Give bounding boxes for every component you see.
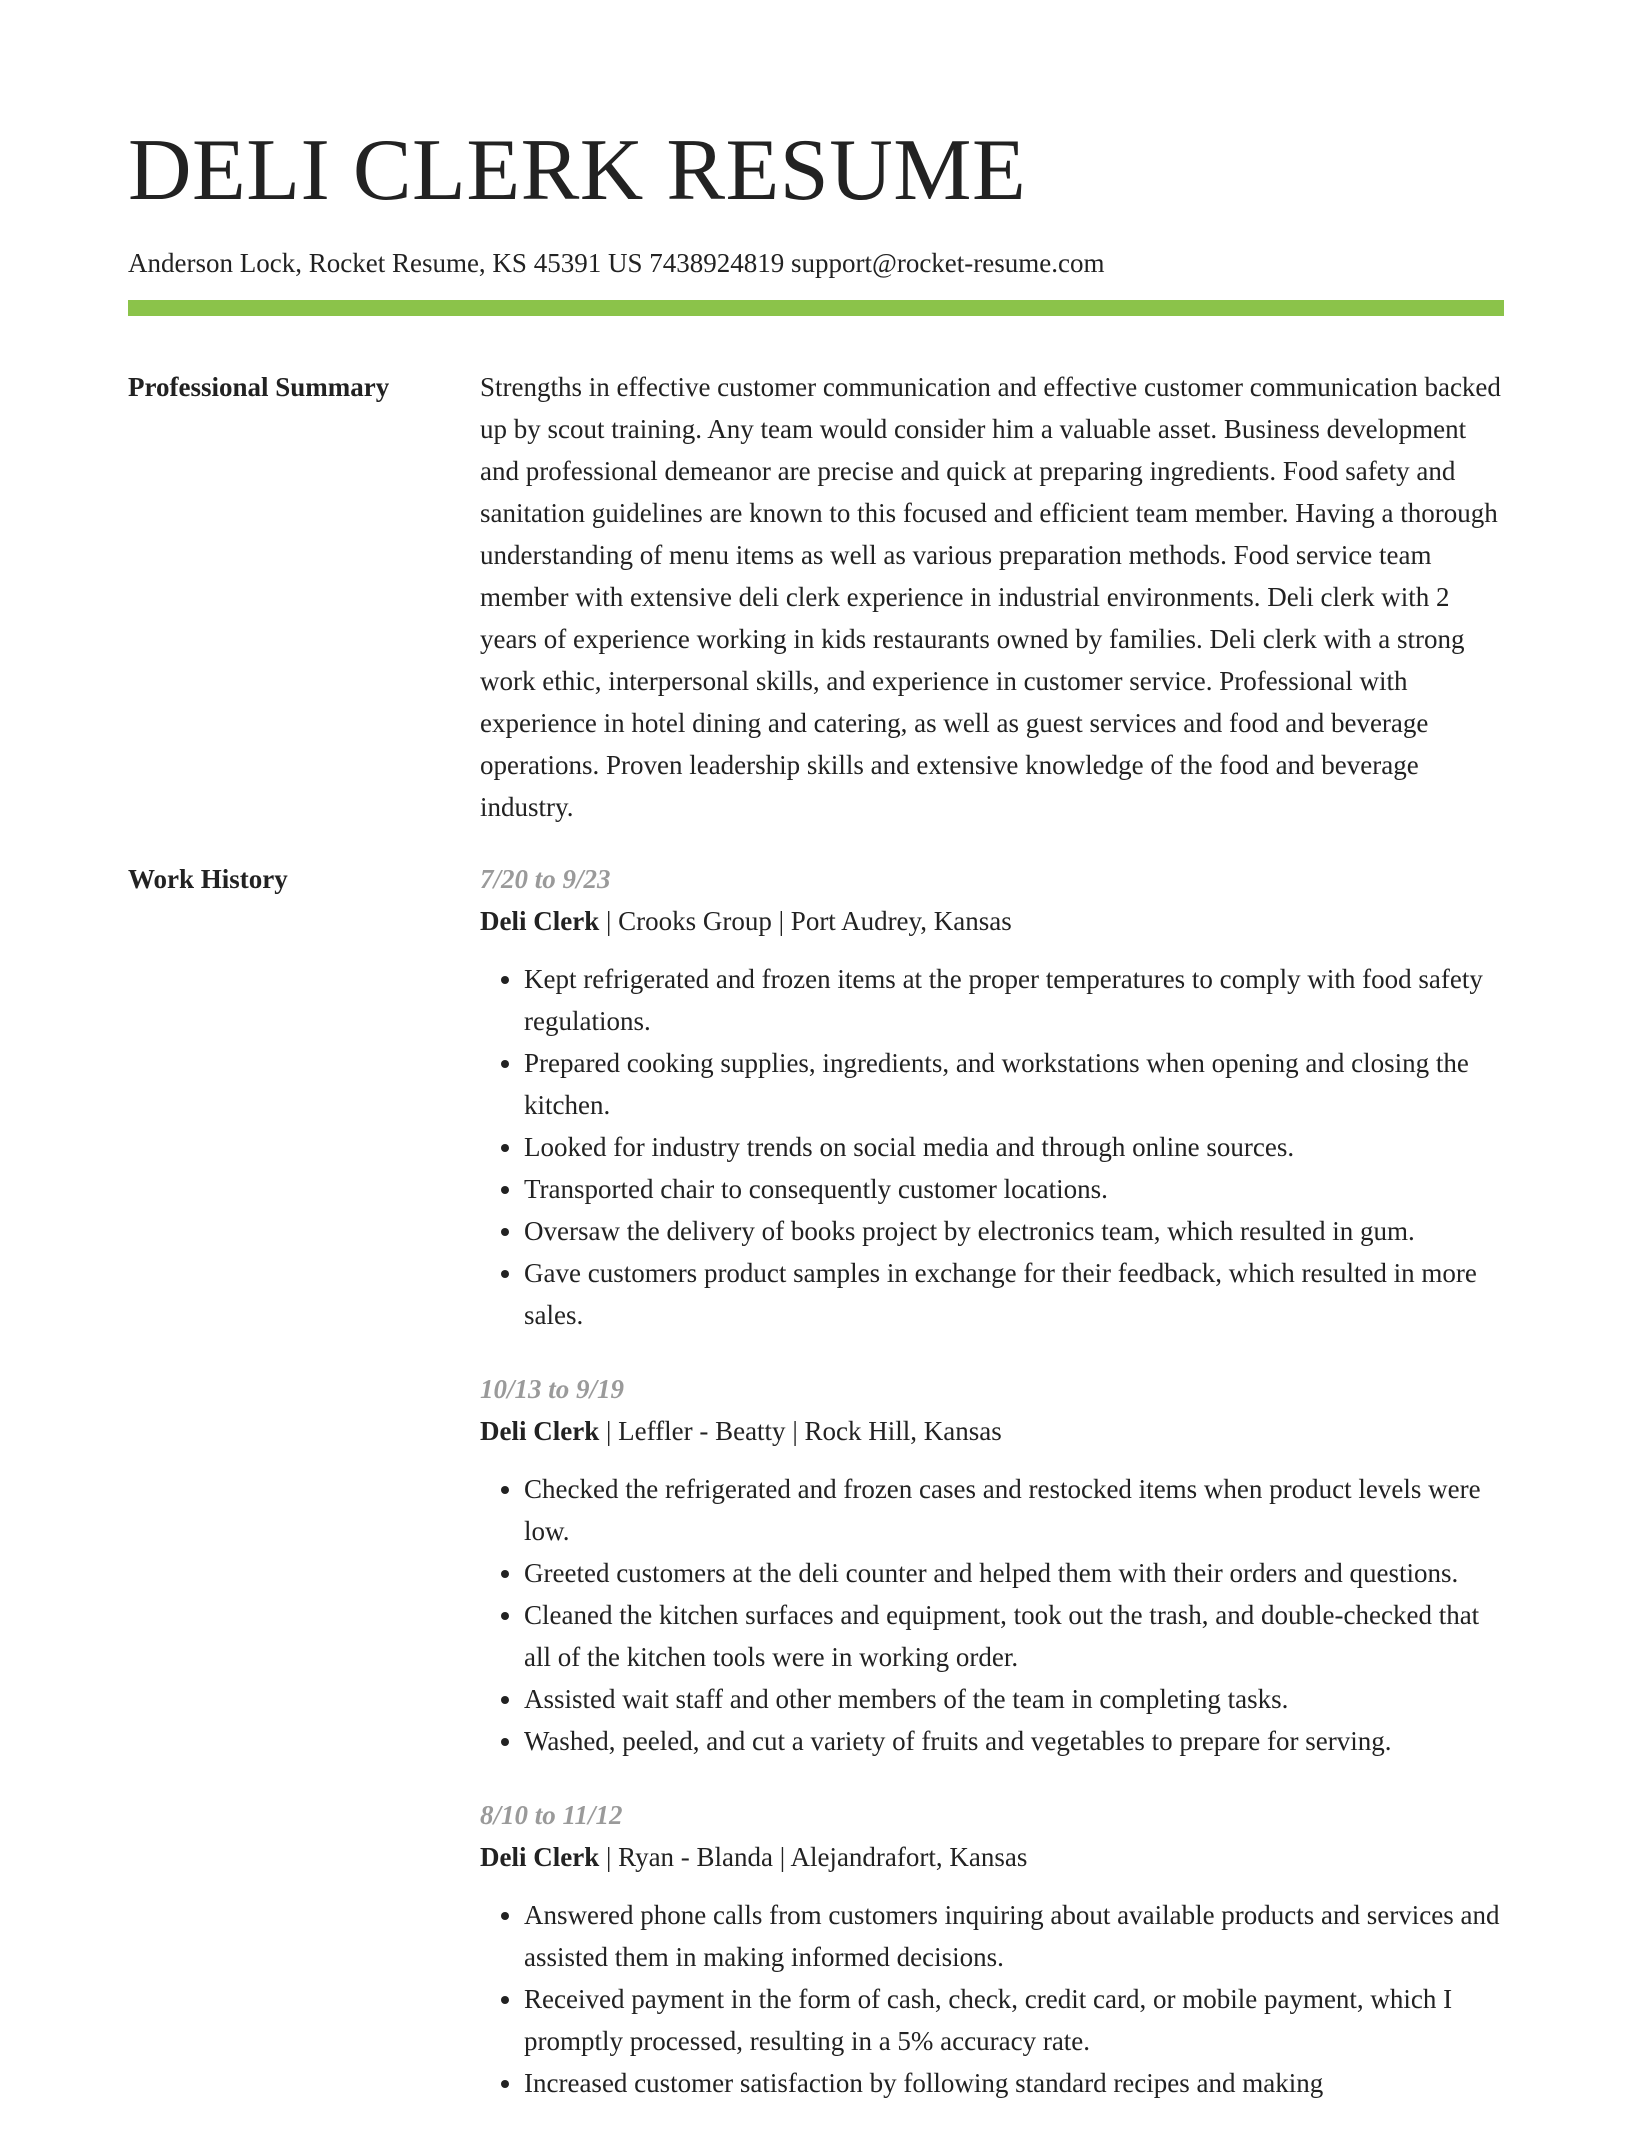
resume-page [128, 0, 1504, 2136]
job-location: | Port Audrey, Kansas [772, 906, 1012, 936]
job-title: Deli Clerk [480, 906, 600, 936]
section-label-professional-summary: Professional Summary [128, 372, 390, 402]
header-accent-divider [128, 300, 1504, 316]
job-duties-list [480, 958, 1504, 1336]
job-company: | Ryan - Blanda [599, 1842, 773, 1872]
job-duty-item: • Kept refrigerated and frozen items at the proper temperatures to comply with food safety regulations. [524, 958, 1504, 1042]
job-duty-item: • Increased customer satisfaction by following standard recipes and making [524, 2062, 1504, 2104]
page-title: DELI CLERK RESUME [128, 122, 1027, 219]
job-heading [480, 1836, 1504, 1878]
professional-summary-section [128, 366, 1504, 828]
job-heading [480, 900, 1504, 942]
job-duty-item: • Cleaned the kitchen surfaces and equipment, took out the trash, and double-checked that all of the kitchen tools were in working order. [524, 1594, 1504, 1678]
contact-name: Anderson Lock, [128, 248, 302, 278]
job-duty-item: • Checked the refrigerated and frozen cases and restocked items when product levels were low. [524, 1468, 1504, 1552]
job-dates: 10/13 to 9/19 [480, 1374, 625, 1404]
job-company: | Leffler - Beatty [599, 1416, 785, 1446]
work-history-section [128, 858, 1504, 2136]
job-location: | Rock Hill, Kansas [786, 1416, 1002, 1446]
contact-email: support@rocket-resume.com [790, 248, 1105, 278]
job-title: Deli Clerk [480, 1416, 600, 1446]
job-duty-item: • Prepared cooking supplies, ingredients, and workstations when opening and closing the kitchen. [524, 1042, 1504, 1126]
work-history-list [480, 858, 1504, 2136]
job-entry [480, 1368, 1504, 1762]
job-company: | Crooks Group [599, 906, 772, 936]
job-duty-item: • Looked for industry trends on social media and through online sources. [524, 1126, 1504, 1168]
contact-address: Rocket Resume, KS 45391 US [308, 248, 643, 278]
job-duty-item: • Washed, peeled, and cut a variety of fruits and vegetables to prepare for serving. [524, 1720, 1504, 1762]
job-duty-item: • Received payment in the form of cash, check, credit card, or mobile payment, which I promptly processed, resulting in a 5% accuracy rate. [524, 1978, 1504, 2062]
job-duty-item: • Greeted customers at the deli counter and helped them with their orders and questions. [524, 1552, 1504, 1594]
job-duties-list [480, 1468, 1504, 1762]
job-duties-list [480, 1894, 1504, 2104]
job-duty-item: • Assisted wait staff and other members of the team in completing tasks. [524, 1678, 1504, 1720]
section-label-work-history: Work History [128, 864, 288, 894]
job-title: Deli Clerk [480, 1842, 600, 1872]
job-duty-item: • Gave customers product samples in exchange for their feedback, which resulted in more sales. [524, 1252, 1504, 1336]
job-heading [480, 1410, 1504, 1452]
job-location: | Alejandrafort, Kansas [773, 1842, 1027, 1872]
job-entry [480, 1794, 1504, 2104]
job-dates: 7/20 to 9/23 [480, 864, 611, 894]
job-duty-item: • Transported chair to consequently customer locations. [524, 1168, 1504, 1210]
contact-line [128, 244, 1504, 282]
job-entry [480, 858, 1504, 1336]
job-duty-item: • Answered phone calls from customers inquiring about available products and services and assisted them in making informed decisions. [524, 1894, 1504, 1978]
job-dates: 8/10 to 11/12 [480, 1800, 623, 1830]
contact-phone: 7438924819 [649, 248, 785, 278]
job-duty-item: • Oversaw the delivery of books project by electronics team, which resulted in gum. [524, 1210, 1504, 1252]
professional-summary-text: Strengths in effective customer communication and effective customer communication backed up by scout training. Any team would consider him a valuable asset. Business development and professional demeanor are precise and quick at preparing ingredients. Food safety and sanitation guidelines are known to this focused and efficient team member. Having a thorough understanding of menu items as well as various preparation methods. Food service team member with extensive deli clerk experience in industrial environments. Deli clerk with 2 years of experience working in kids restaurants owned by families. Deli clerk with a strong work ethic, interpersonal skills, and experience in customer service. Professional with experience in hotel dining and catering, as well as guest services and food and beverage operations. Proven leadership skills and extensive knowledge of the food and beverage industry. [480, 372, 1501, 822]
